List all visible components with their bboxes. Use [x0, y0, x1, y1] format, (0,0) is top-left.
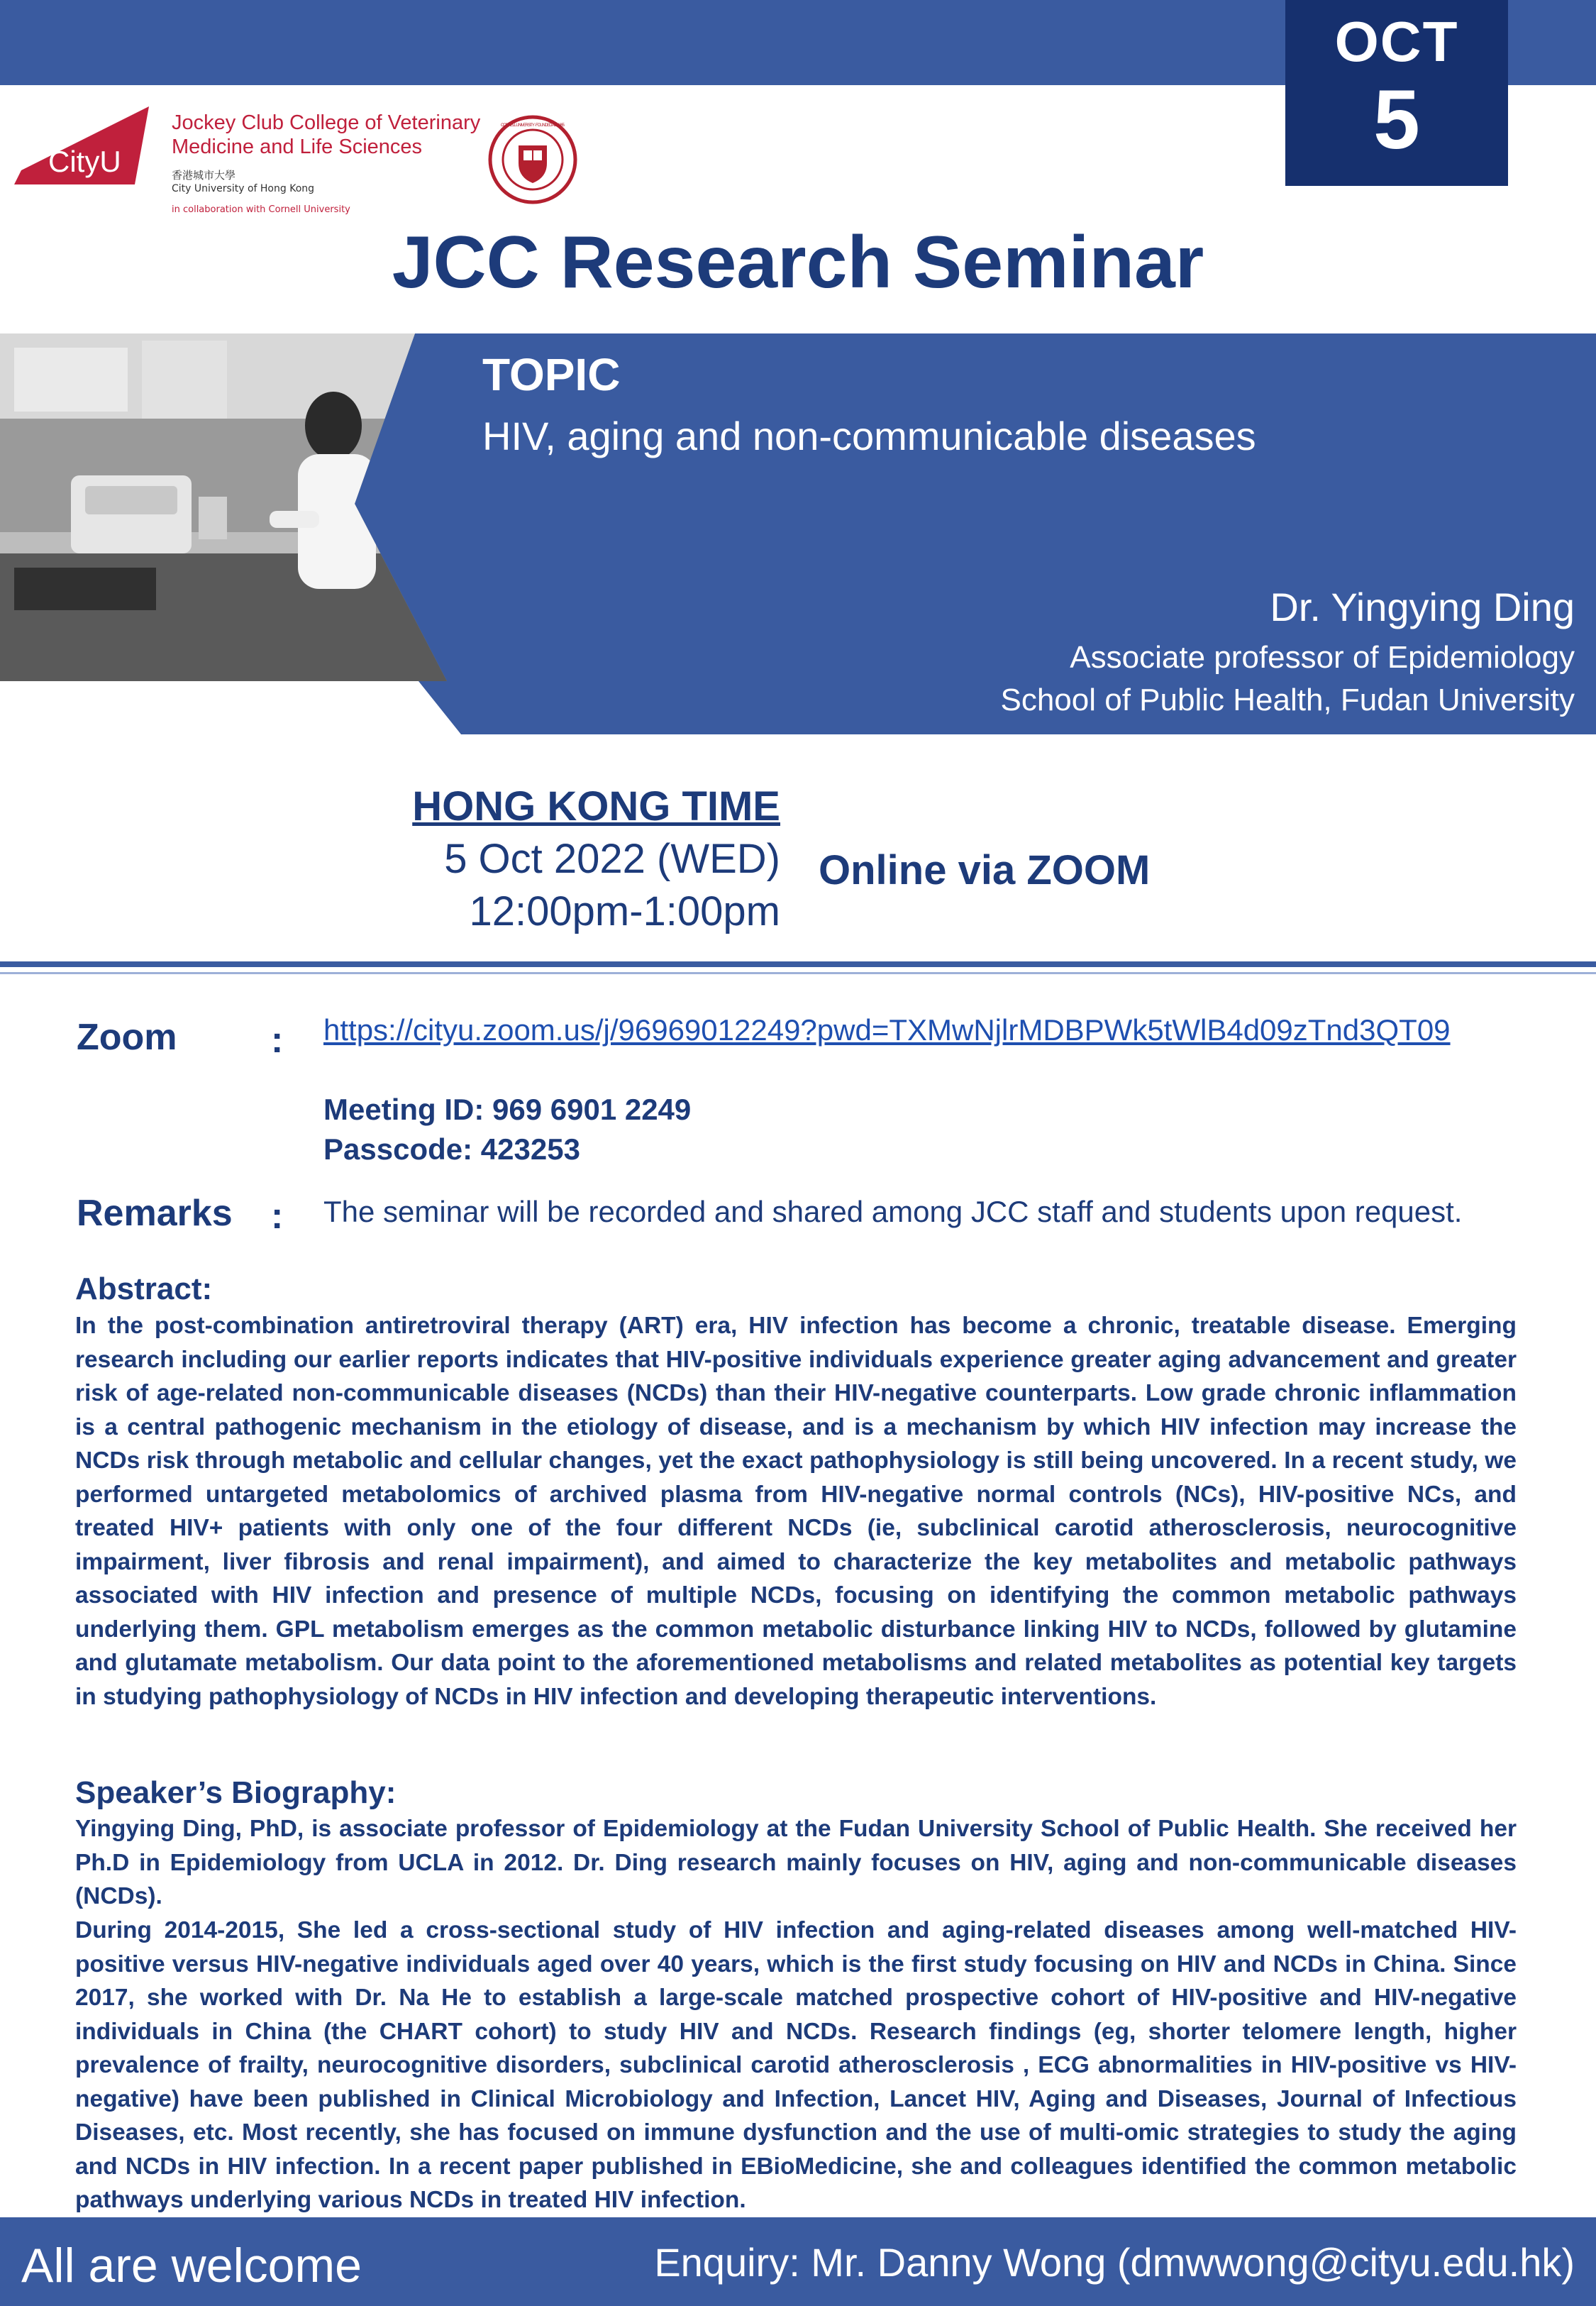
college-name: [172, 111, 480, 159]
date-month: OCT: [1334, 10, 1459, 73]
date-day: 5: [1373, 73, 1420, 167]
biography-paragraph-2: During 2014-2015, She led a cross-sectional study of HIV infection and aging-related diseases among well-matched HIV-positive versus HIV-negative individuals aged over 40 years, which is the first study focusing on HIV and NCDs in China. Since 2017, she worked with Dr. Na He to establish a large-scale matched prospective cohort of HIV-positive and HIV-negative individuals in China (the CHART cohort) to study HIV and NCDs. Research findings (eg, shorter telomere length, higher prevalence of frailty, neurocognitive disorders, subclinical carotid atherosclerosis , ECG abnormalities in HIV-positive vs HIV-negative) have been published in Clinical Microbiology and Infection, Lancet HIV, Aging and Diseases, Journal of Infectious Diseases, etc. Most recently, she has focused on immune dysfunction and the use of multi-omic strategies to study the aging and NCDs in HIV infection. In a recent paper published in EBioMedicine, she and colleagues identified the common metabolic pathways underlying various NCDs in treated HIV infection.: [75, 1917, 1517, 2213]
remarks-label: Remarks: [77, 1193, 233, 1234]
seal-text: CORNELL UNIVERSITY · FOUNDED A.D. 1865: [501, 123, 565, 128]
footer-bar: [0, 2217, 1596, 2306]
college-name-line1: Jockey Club College of Veterinary: [172, 111, 481, 134]
time-heading: HONG KONG TIME: [412, 783, 780, 829]
seminar-title: JCC Research Seminar: [392, 221, 1204, 304]
collaboration-note: in collaboration with Cornell University: [172, 204, 350, 215]
abstract-heading: Abstract:: [75, 1271, 213, 1306]
schedule-block: [397, 780, 780, 938]
university-name-english: City University of Hong Kong: [172, 183, 315, 194]
abstract-text: In the post-combination antiretroviral therapy (ART) era, HIV infection has become a chronic, treatable disease. Emerging research including our earlier reports indicates that HIV-positive individuals experience greater aging advancement and greater risk of age-related non-communicable diseases (NCDs) than their HIV-negative counterparts. Low grade chronic inflammation is a central pathogenic mechanism in the etiology of disease, and is a mechanism by which HIV infection may increase the NCDs risk through metabolic and cellular changes, yet the exact pathophysiology is still being uncovered. In a recent study, we performed untargeted metabolomics of archived plasma from HIV-negative normal controls (NCs), HIV-positive NCs, and treated HIV+ patients with only one of the four different NCDs (ie, subclinical carotid atherosclerosis, neurocognitive impairment, liver fibrosis and renal impairment), and aimed to characterize the key metabolites and metabolic pathways associated with HIV infection and presence of multiple NCDs, focusing on identifying the common metabolic pathways underlying them. GPL metabolism emerges as the common metabolic disturbance linking HIV to NCDs, followed by glutamine and glutamate metabolism. Our data point to the aforementioned metabolisms and related metabolites as potential key targets in studying pathophysiology of NCDs in HIV infection and developing therapeutic interventions.: [75, 1313, 1517, 1710]
university-name-chinese: 香港城市大學: [172, 169, 236, 182]
speaker-affiliation: School of Public Health, Fudan University: [1000, 683, 1575, 717]
seminar-venue: Online via ZOOM: [819, 847, 1151, 893]
speaker-name: Dr. Yingying Ding: [1270, 585, 1575, 629]
zoom-label: Zoom: [77, 1017, 177, 1058]
section-divider: [0, 961, 1596, 967]
section-divider-thin: [0, 972, 1596, 974]
enquiry-contact: Enquiry: Mr. Danny Wong (dmwwong@cityu.edu.hk): [654, 2240, 1575, 2285]
cityu-wordmark: CityU: [48, 145, 121, 178]
zoom-colon: :: [271, 1020, 284, 1061]
seminar-date: 5 Oct 2022 (WED): [444, 836, 780, 882]
topic-label: TOPIC: [482, 349, 621, 400]
cornell-seal-icon: [487, 114, 579, 206]
remarks-colon: :: [271, 1196, 284, 1237]
zoom-meeting-link[interactable]: https://cityu.zoom.us/j/96969012249?pwd=TXMwNjlrMDBPWk5tWlB4d09zTnd3QT09: [323, 1013, 1451, 1047]
date-badge: [1285, 0, 1508, 186]
biography-heading: Speaker’s Biography:: [75, 1775, 397, 1810]
cityu-logo-icon: [14, 106, 156, 192]
speaker-title: Associate professor of Epidemiology: [1070, 640, 1575, 675]
welcome-note: All are welcome: [21, 2239, 362, 2293]
topic-banner: [0, 333, 1596, 734]
meeting-passcode: Passcode: 423253: [323, 1132, 580, 1166]
college-name-line2: Medicine and Life Sciences: [172, 136, 423, 158]
seminar-time: 12:00pm-1:00pm: [469, 888, 780, 934]
meeting-id: Meeting ID: 969 6901 2249: [323, 1093, 692, 1126]
biography-paragraph-1: Yingying Ding, PhD, is associate professor of Epidemiology at the Fudan University School of Public Health. She received her Ph.D in Epidemiology from UCLA in 2012. Dr. Ding research mainly focuses on HIV, aging and non-communicable diseases (NCDs).: [75, 1816, 1517, 1909]
remarks-text: The seminar will be recorded and shared among JCC staff and students upon request.: [323, 1195, 1463, 1228]
topic-title: HIV, aging and non-communicable diseases: [482, 414, 1256, 458]
college-logo: [14, 106, 482, 220]
